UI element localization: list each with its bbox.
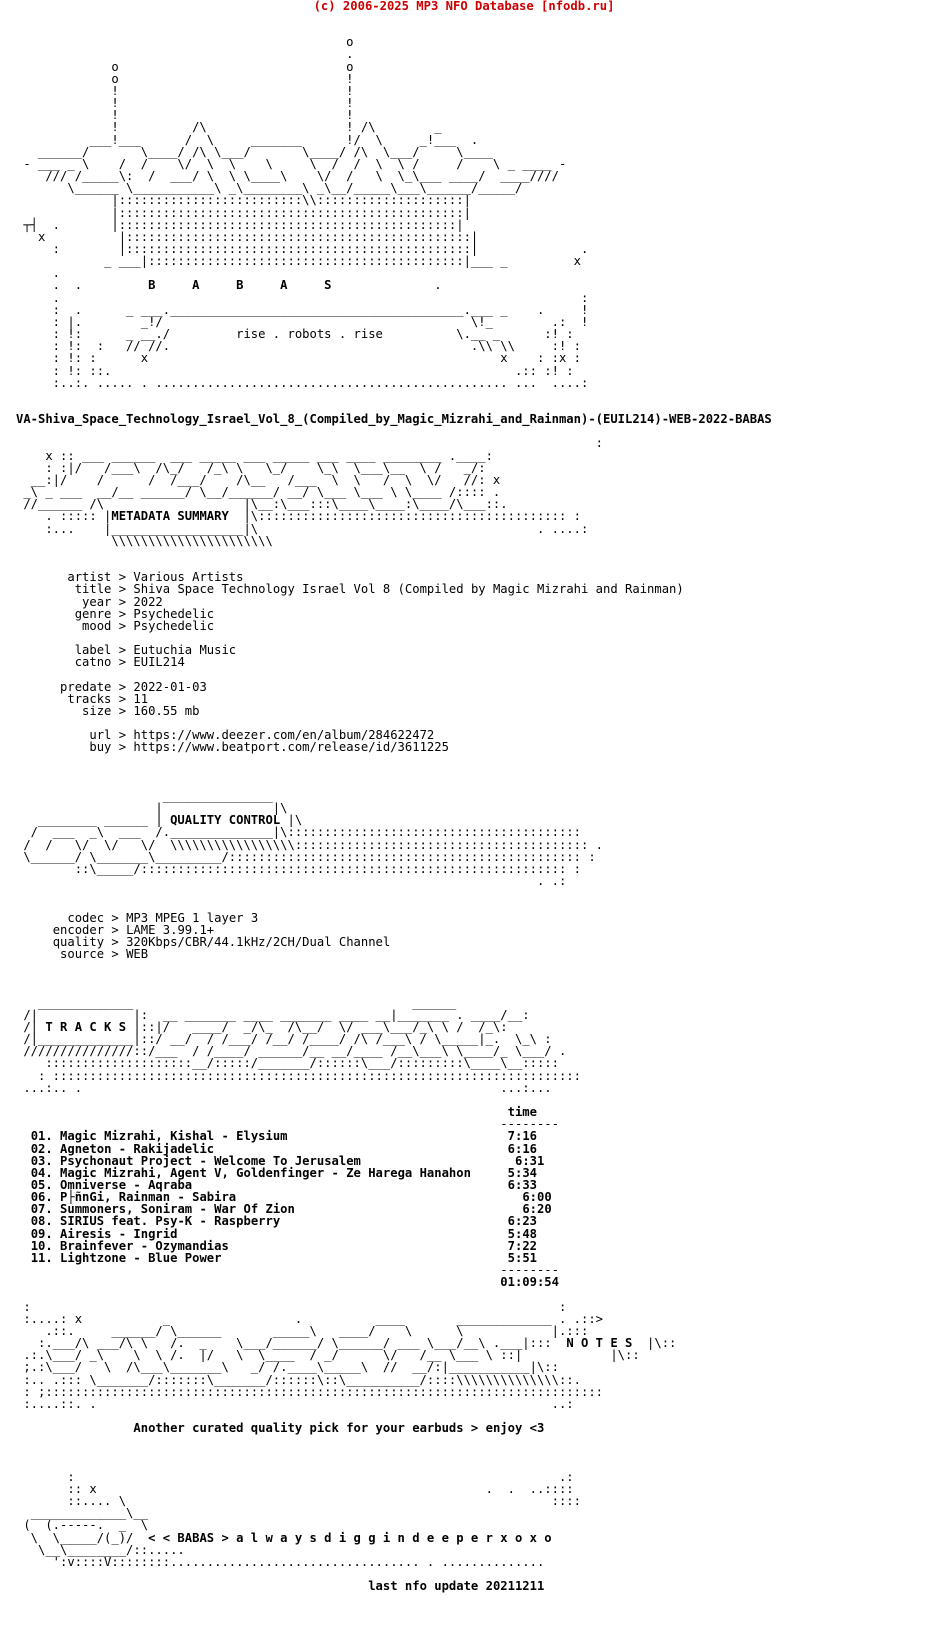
track-time: 6:23: [507, 1214, 537, 1229]
catno-value: EUIL214: [133, 655, 185, 670]
genre-label: genre >: [74, 606, 127, 621]
codec-label: codec >: [67, 910, 119, 925]
metadata-header-art: : x :: ___ ______ ___ _____ ___ _____ ___ ____ ________ .____: : :|/ /___\ /\_/ /_\ \ \_/ \_\ \___\__ \ / _/: __:|/ / / /___/ /\__ /___ \ \ / \ \/ //: x _\ _ ___ __/__ ______/ \__/______/ __/ \___ \___ \ \____ /:::: . //______ /\ |\__:\___:::\____\____:\____/\___::. . ::::: |METADATA SUMMARY |\:::::::::::::::::::::::::::::::::::::::::: : :... |__________________|\ . ....: \\\\\\\\\\\\\\\\\\\\\\: [23, 436, 603, 548]
nfo-document: [16, 12, 772, 1592]
source-value: WEB: [126, 947, 149, 962]
track-title: Lightzone - Blue Power: [60, 1250, 222, 1265]
size-label: size >: [82, 703, 127, 718]
url-value: https://www.deezer.com/en/album/284622472: [133, 728, 435, 743]
predate-value: 2022-01-03: [133, 679, 207, 694]
footer-logo-art: : .: :: x . . ..:::: ::.... \ :::: _____________\__ ( (.-----. _ \ \ \_____/(_)/ < < BABAS > a l w a y s d i g g i n d e e p e r x o x o \__\________/::..... ':v::::V::::::::.................................. . ..............: [23, 1469, 581, 1569]
encoder-label: encoder >: [52, 922, 119, 937]
genre-value: Psychedelic: [133, 606, 215, 621]
artist-value: Various Artists: [133, 570, 244, 585]
mood-value: Psychedelic: [133, 618, 215, 633]
logo-tag: B A B A S: [148, 278, 332, 293]
track-title: Agneton - Rakijadelic: [60, 1141, 215, 1156]
track-number: 04.: [30, 1165, 53, 1180]
track-time: 6:31: [514, 1153, 545, 1168]
logo-slogan: rise . robots . rise: [236, 327, 383, 342]
track-row: [16, 1251, 537, 1265]
track-title: Omniverse - Aqraba: [60, 1178, 193, 1192]
notes-header-art: : : :....: x _ . ____ _____________ . .::> .::. ______/ \______ _____\ ____/ \ \ |.::: :.___/\ ___/\ \ /. _ \___/______/ \______/ ___ \___/__\ .___|::: N O T E S |\:: .:.\___/ _\ \ \ /. |/ \ \____ / _/ \/ /__ \___ \ ::| |\:: ;.:\___/ \ /\___\_______\ _/ /.____\_____\ // __/:|___________|\:: :.. .::: \_______/:::::::\_______/::::::\::\__________/::::\\\\\\\\\\\\\\::. : ;:::::::::::::::::::::::::::::::::::::::::::::::::::::::::::::::::::::::::::: :....::. . ..:: [23, 1299, 677, 1411]
predate-label: predate >: [60, 679, 127, 694]
buy-value: https://www.beatport.com/release/id/3611225: [133, 740, 449, 755]
track-number: 10.: [30, 1238, 53, 1253]
time-rule: --------: [500, 1117, 559, 1132]
label-value: Eutuchia Music: [133, 643, 237, 658]
track-number: 02.: [30, 1141, 53, 1156]
track-number: 07.: [30, 1202, 53, 1217]
track-time: 7:16: [507, 1129, 537, 1144]
quality-header-art: _______________ | |\ ________ ______ | QUALITY CONTROL |\ / ___ _\ ___ /.______________|\:::::::::::::::::::::::::::::::::::::::: / / \/ \/ \/ \\\\\\\\\\\\\\\\\:::::::::::::::::::::::::::::::::::::::: . \______/ \_______\_________/:::::::::::::::::::::::::::::::::::::::::::::::: : ::\_____/:::::::::::::::::::::::::::::::::::::::::::::::::::::::::: : . .:: [23, 789, 603, 889]
track-title: Psychonaut Project - Welcome To Jerusalem: [60, 1153, 361, 1168]
track-number: 09.: [30, 1226, 53, 1241]
track-number: 01.: [30, 1129, 53, 1144]
catno-label: catno >: [74, 655, 127, 670]
track-title: Summoners, Soniram - War Of Zion: [60, 1202, 295, 1217]
track-title: Airesis - Ingrid: [60, 1226, 178, 1241]
track-time: 5:51: [507, 1250, 538, 1265]
track-time: 5:34: [507, 1165, 537, 1180]
metadata-heading: METADATA SUMMARY: [111, 509, 229, 524]
encoder-value: LAME 3.99.1+: [126, 922, 215, 937]
quality-value: 320Kbps/CBR/44.1kHz/2CH/Dual Channel: [126, 934, 391, 949]
track-number: 06.: [30, 1190, 53, 1205]
track-title: Magic Mizrahi, Agent V, Goldenfinger - Ze Harega Hanahon: [60, 1165, 471, 1180]
year-value: 2022: [133, 594, 163, 609]
babas-logo-art: o . o o o ! ! ! ! ! ! ! ! /\ ! /\ _ ___!___ / \ _______ !/ \ _!___ . ______/ \____/ /\ \___/ \____/ /\ \___/ \____ - ___ _ \ / / \/ \ \ \ \ / / \ \ / / \ _ ____ - /// /_____\: / ___/ \ \ \____\ \/ / \ \_\___ ____/ ____//// \______ \___________\ _\________\ _\__/_____\___\______/_____/ |:::::::::::::::::::::::::\\::::::::::::::::::::| |:::::::::::::::::::::::::::::::::::::::::::::::| ┬┤ . |::::::::::::::::::::::::::::::::::::::::::::::| x |:::::::::::::::::::::::::::::::::::::::::::::::| : |:::::::::::::::::::::::::::::::::::::::::::::::| . _ ___|:::::::::::::::::::::::::::::::::::::::::::|___ _ x . . . B A B A S . . : : . _ ___.________________________________________.___ _ . ! : |. _!/ \!_ .: ! : !: _ __./ rise . robots . rise \.__ _ :! : : !: : // //. .\\ \\ :! : : !: : x x : :x : : !: ::. .:: :! : :..:. ..... . ................................................ ... ....:: [23, 35, 589, 390]
tracks-header-art: _____________ ______ /| |: __ _______ ____ _______ ____ __|_______ . ____/__: /| T R A C K S |::|/ ____/ _/\_ /\__/ \/ ___\___/_\ \ / /_\: /|_____________|::/ __/ / /___/ /__/ /____/ /\ /___\ / \_____|_. \_\ : ///////////////::/___ / /____/ ______/__ __/____ /__\___\ \____/_ \___/ . ::::::::::::::::::::__/:::::/_______/::::::\___/:::::::::\____\__::::: : :::::::::::::::::::::::::::::::::::::::::::::::::::::::::::::::::::::::: ...:.. . ...:...: [23, 995, 581, 1095]
track-number: 03.: [30, 1153, 53, 1168]
track-time: 7:22: [507, 1238, 537, 1253]
track-title: SIRIUS feat. Psy-K - Raspberry: [60, 1214, 281, 1229]
year-label: year >: [82, 594, 127, 609]
title-value: Shiva Space Technology Israel Vol 8 (Compiled by Magic Mizrahi and Rainman): [133, 582, 684, 597]
track-number: 05.: [30, 1178, 53, 1192]
track-time: 5:48: [507, 1226, 537, 1241]
track-title: P├ñnGi, Rainman - Sabira: [60, 1190, 237, 1205]
release-name: VA-Shiva_Space_Technology_Israel_Vol_8_(Compiled_by_Magic_Mizrahi_and_Rainman)-(EUIL214)-WEB-2022-BABAS: [16, 412, 772, 427]
artist-label: artist >: [67, 570, 127, 585]
total-time: 01:09:54: [500, 1275, 559, 1290]
quality-label: quality >: [52, 934, 119, 949]
track-title: Brainfever - Ozymandias: [60, 1238, 229, 1253]
track-time: 6:20: [522, 1202, 552, 1217]
quality-heading: QUALITY CONTROL: [170, 813, 281, 828]
buy-label: buy >: [89, 740, 127, 755]
size-value: 160.55 mb: [133, 703, 200, 718]
total-rule: --------: [500, 1263, 559, 1278]
title-label: title >: [74, 582, 127, 597]
url-label: url >: [89, 728, 127, 743]
track-number: 11.: [30, 1250, 53, 1265]
tracks-label: tracks >: [67, 691, 127, 706]
tracks-value: 11: [133, 691, 149, 706]
label-label: label >: [74, 643, 127, 658]
codec-value: MP3 MPEG 1 layer 3: [126, 910, 259, 925]
track-time: 6:00: [522, 1190, 552, 1205]
mood-label: mood >: [82, 618, 127, 633]
track-number: 08.: [30, 1214, 53, 1229]
notes-text: Another curated quality pick for your earbuds > enjoy <3: [133, 1421, 545, 1436]
track-time: 6:33: [507, 1178, 537, 1192]
notes-heading: N O T E S: [566, 1336, 633, 1351]
footer-tagline: < < BABAS > a l w a y s d i g g i n d e e p e r x o x o: [148, 1530, 552, 1545]
nfodb-copyright-banner: (c) 2006-2025 MP3 NFO Database [nfodb.ru]: [313, 0, 615, 13]
tracks-heading: T R A C K S: [45, 1019, 127, 1034]
last-update: last nfo update 20211211: [368, 1579, 545, 1594]
time-header: time: [507, 1105, 537, 1120]
track-time: 6:16: [507, 1141, 537, 1156]
source-label: source >: [60, 947, 119, 962]
track-title: Magic Mizrahi, Kishal - Elysium: [60, 1129, 288, 1144]
